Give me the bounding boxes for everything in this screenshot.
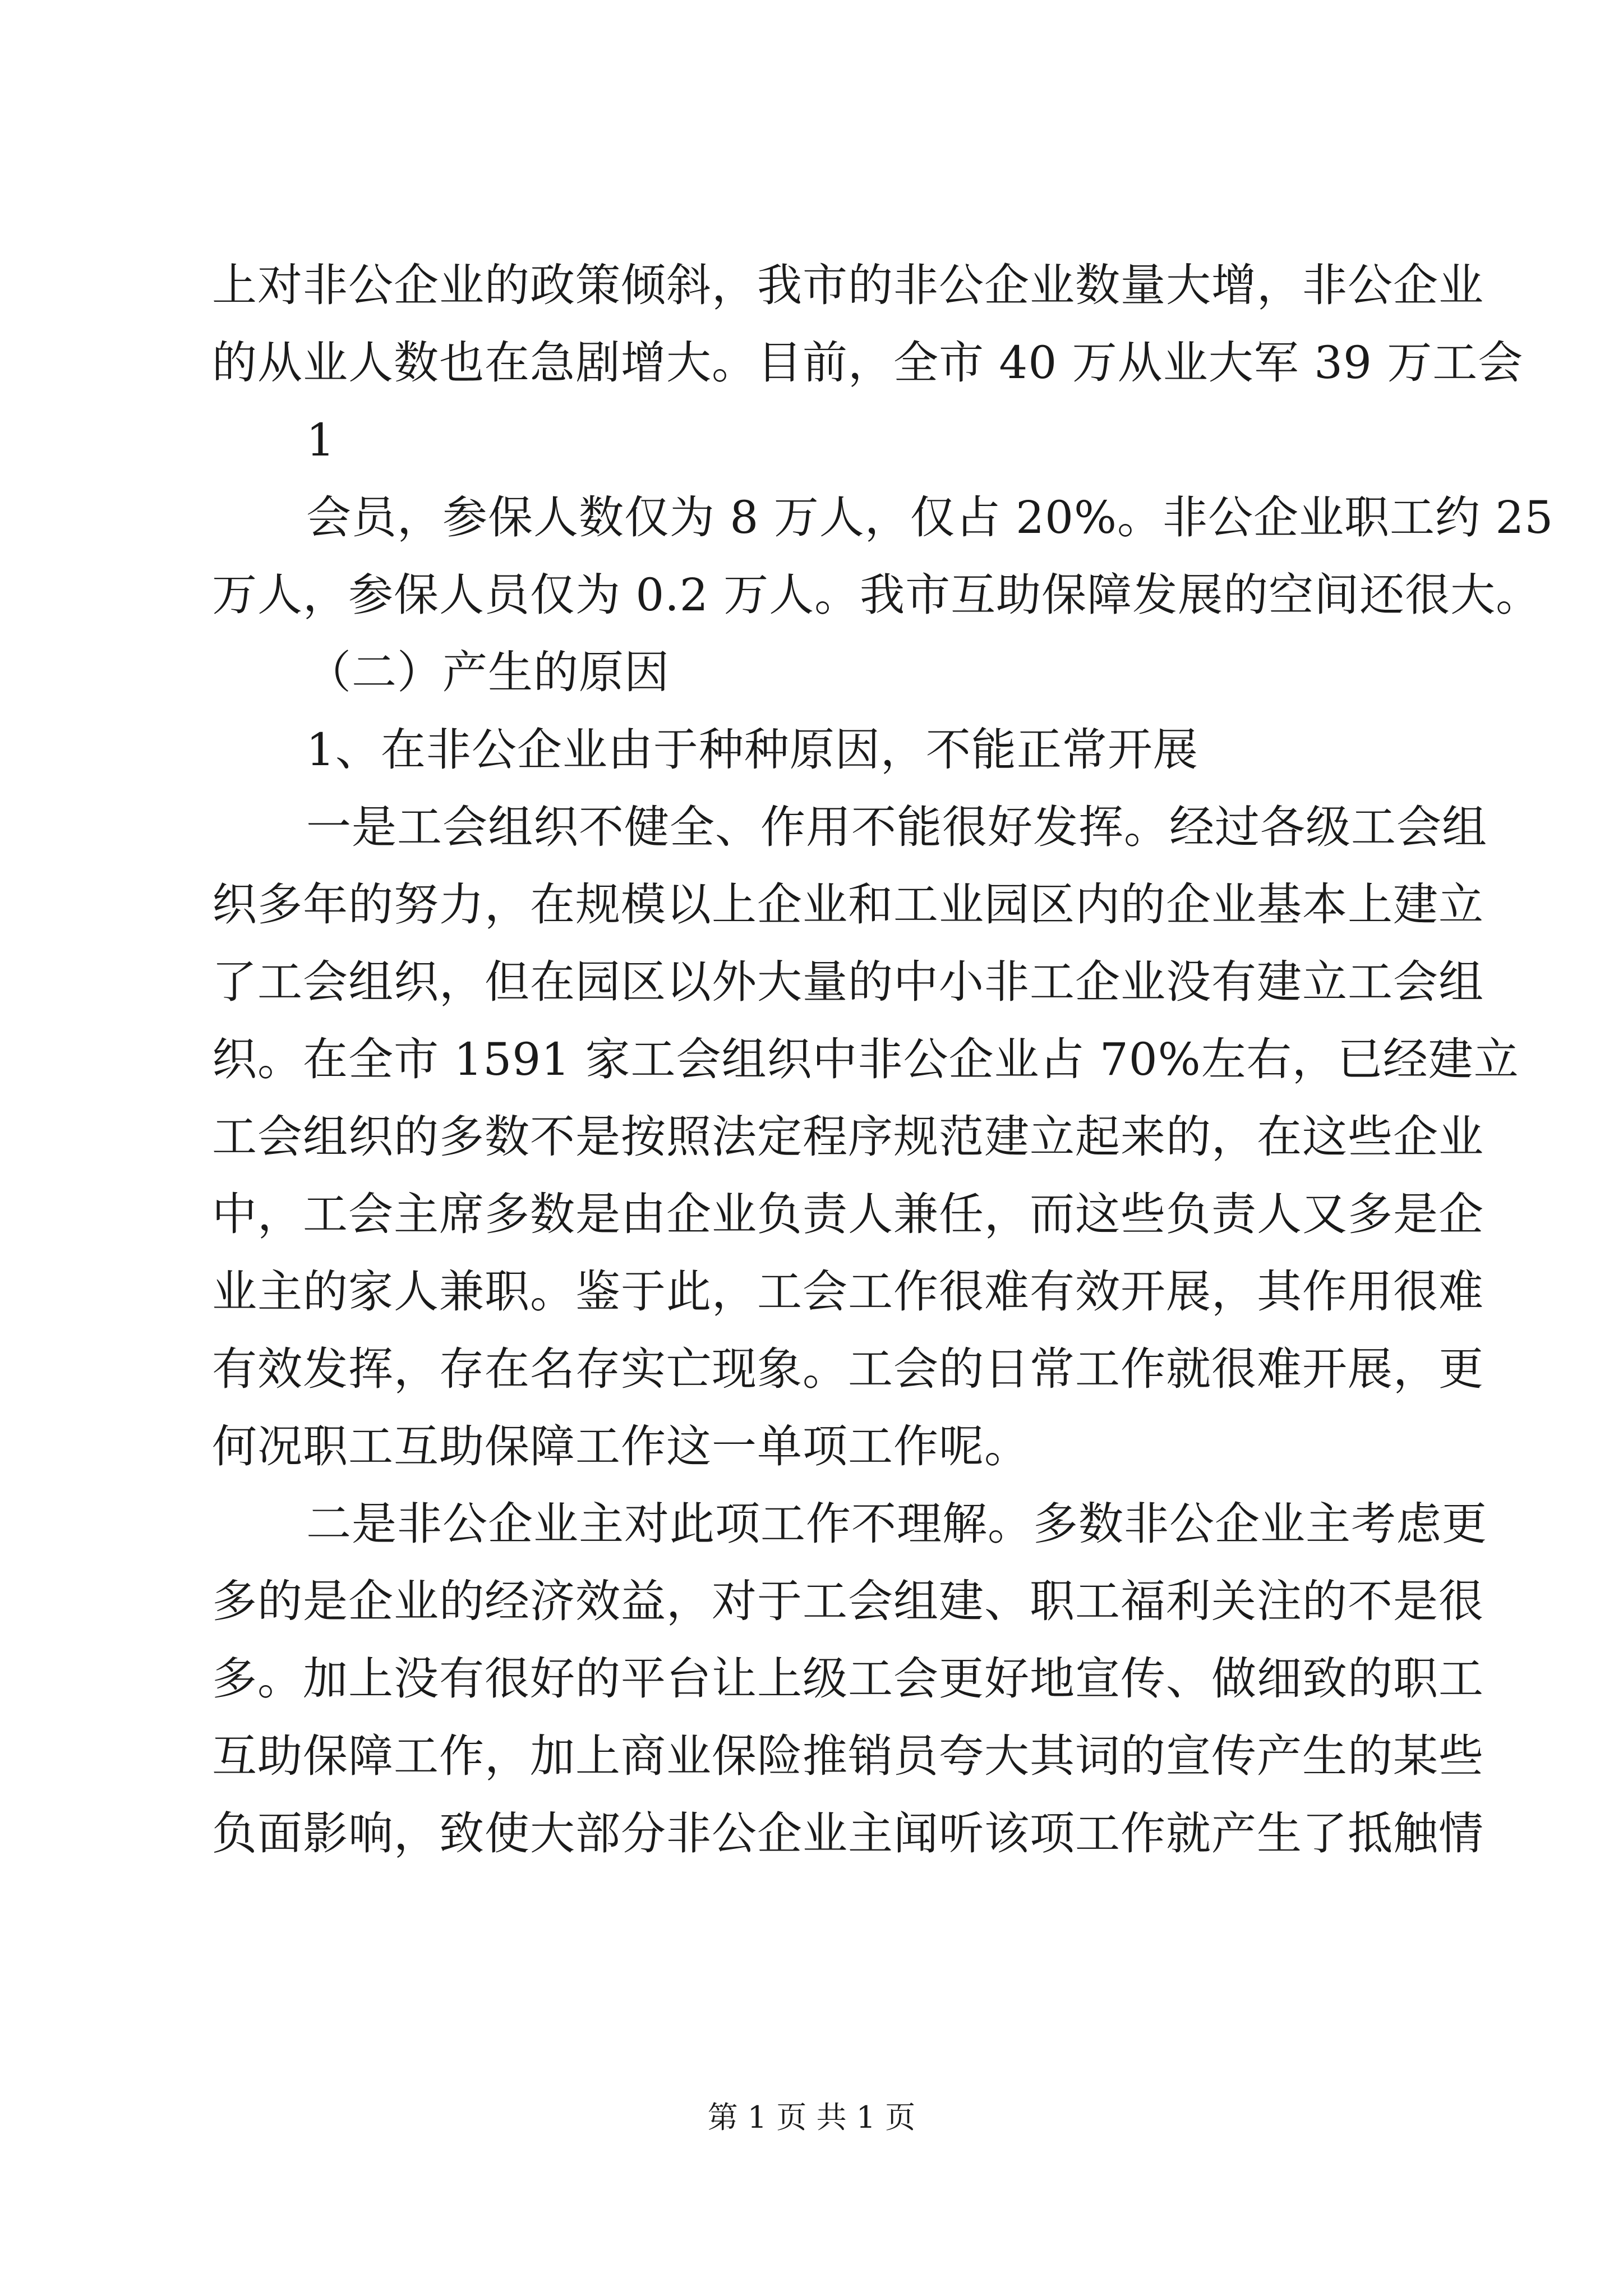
text-line: 织多年的努力，在规模以上企业和工业园区内的企业基本上建立 [212, 878, 1484, 931]
text-line: 业主的家人兼职。鉴于此，工会工作很难有效开展，其作用很难 [212, 1266, 1484, 1318]
text-line: 多。加上没有很好的平台让上级工会更好地宣传、做细致的职工 [212, 1653, 1484, 1705]
text-line: 二是非公企业主对此项工作不理解。多数非公企业主考虑更 [306, 1498, 1487, 1550]
subsection-heading: 1、在非公企业由于种种原因，不能正常开展 [306, 724, 1198, 776]
document-body [212, 247, 1554, 1872]
text-line: 织。在全市 1591 家工会组织中非公企业占 70%左右，已经建立 [212, 1033, 1519, 1085]
text-line: 中，工会主席多数是由企业负责人兼任，而这些负责人又多是企 [212, 1188, 1484, 1240]
text-line: 互助保障工作，加上商业保险推销员夸大其词的宣传产生的某些 [212, 1730, 1484, 1782]
text-line: 多的是企业的经济效益，对于工会组建、职工福利关注的不是很 [212, 1575, 1484, 1627]
text-line: 万人，参保人员仅为 0.2 万人。我市互助保障发展的空间还很大。 [212, 569, 1542, 621]
section-heading: （二）产生的原因 [306, 646, 670, 698]
text-line: 会员，参保人数仅为 8 万人，仅占 20%。非公企业职工约 25 [306, 491, 1554, 544]
text-line: 的从业人数也在急剧增大。目前，全市 40 万从业大军 39 万工会 [212, 337, 1524, 389]
footnote-number: 1 [306, 414, 335, 466]
text-line: 何况职工互助保障工作这一单项工作呢。 [212, 1420, 1030, 1473]
text-line: 上对非公企业的政策倾斜，我市的非公企业数量大增，非公企业 [212, 259, 1484, 311]
text-line: 了工会组织，但在园区以外大量的中小非工企业没有建立工会组 [212, 956, 1484, 1008]
text-line: 工会组织的多数不是按照法定程序规范建立起来的，在这些企业 [212, 1111, 1484, 1163]
page-number-footer: 第 1 页 共 1 页 [707, 2100, 916, 2135]
text-line: 一是工会组织不健全、作用不能很好发挥。经过各级工会组 [306, 801, 1487, 853]
text-line: 负面影响，致使大部分非公企业主闻听该项工作就产生了抵触情 [212, 1807, 1484, 1860]
text-line: 有效发挥，存在名存实亡现象。工会的日常工作就很难开展，更 [212, 1343, 1484, 1395]
